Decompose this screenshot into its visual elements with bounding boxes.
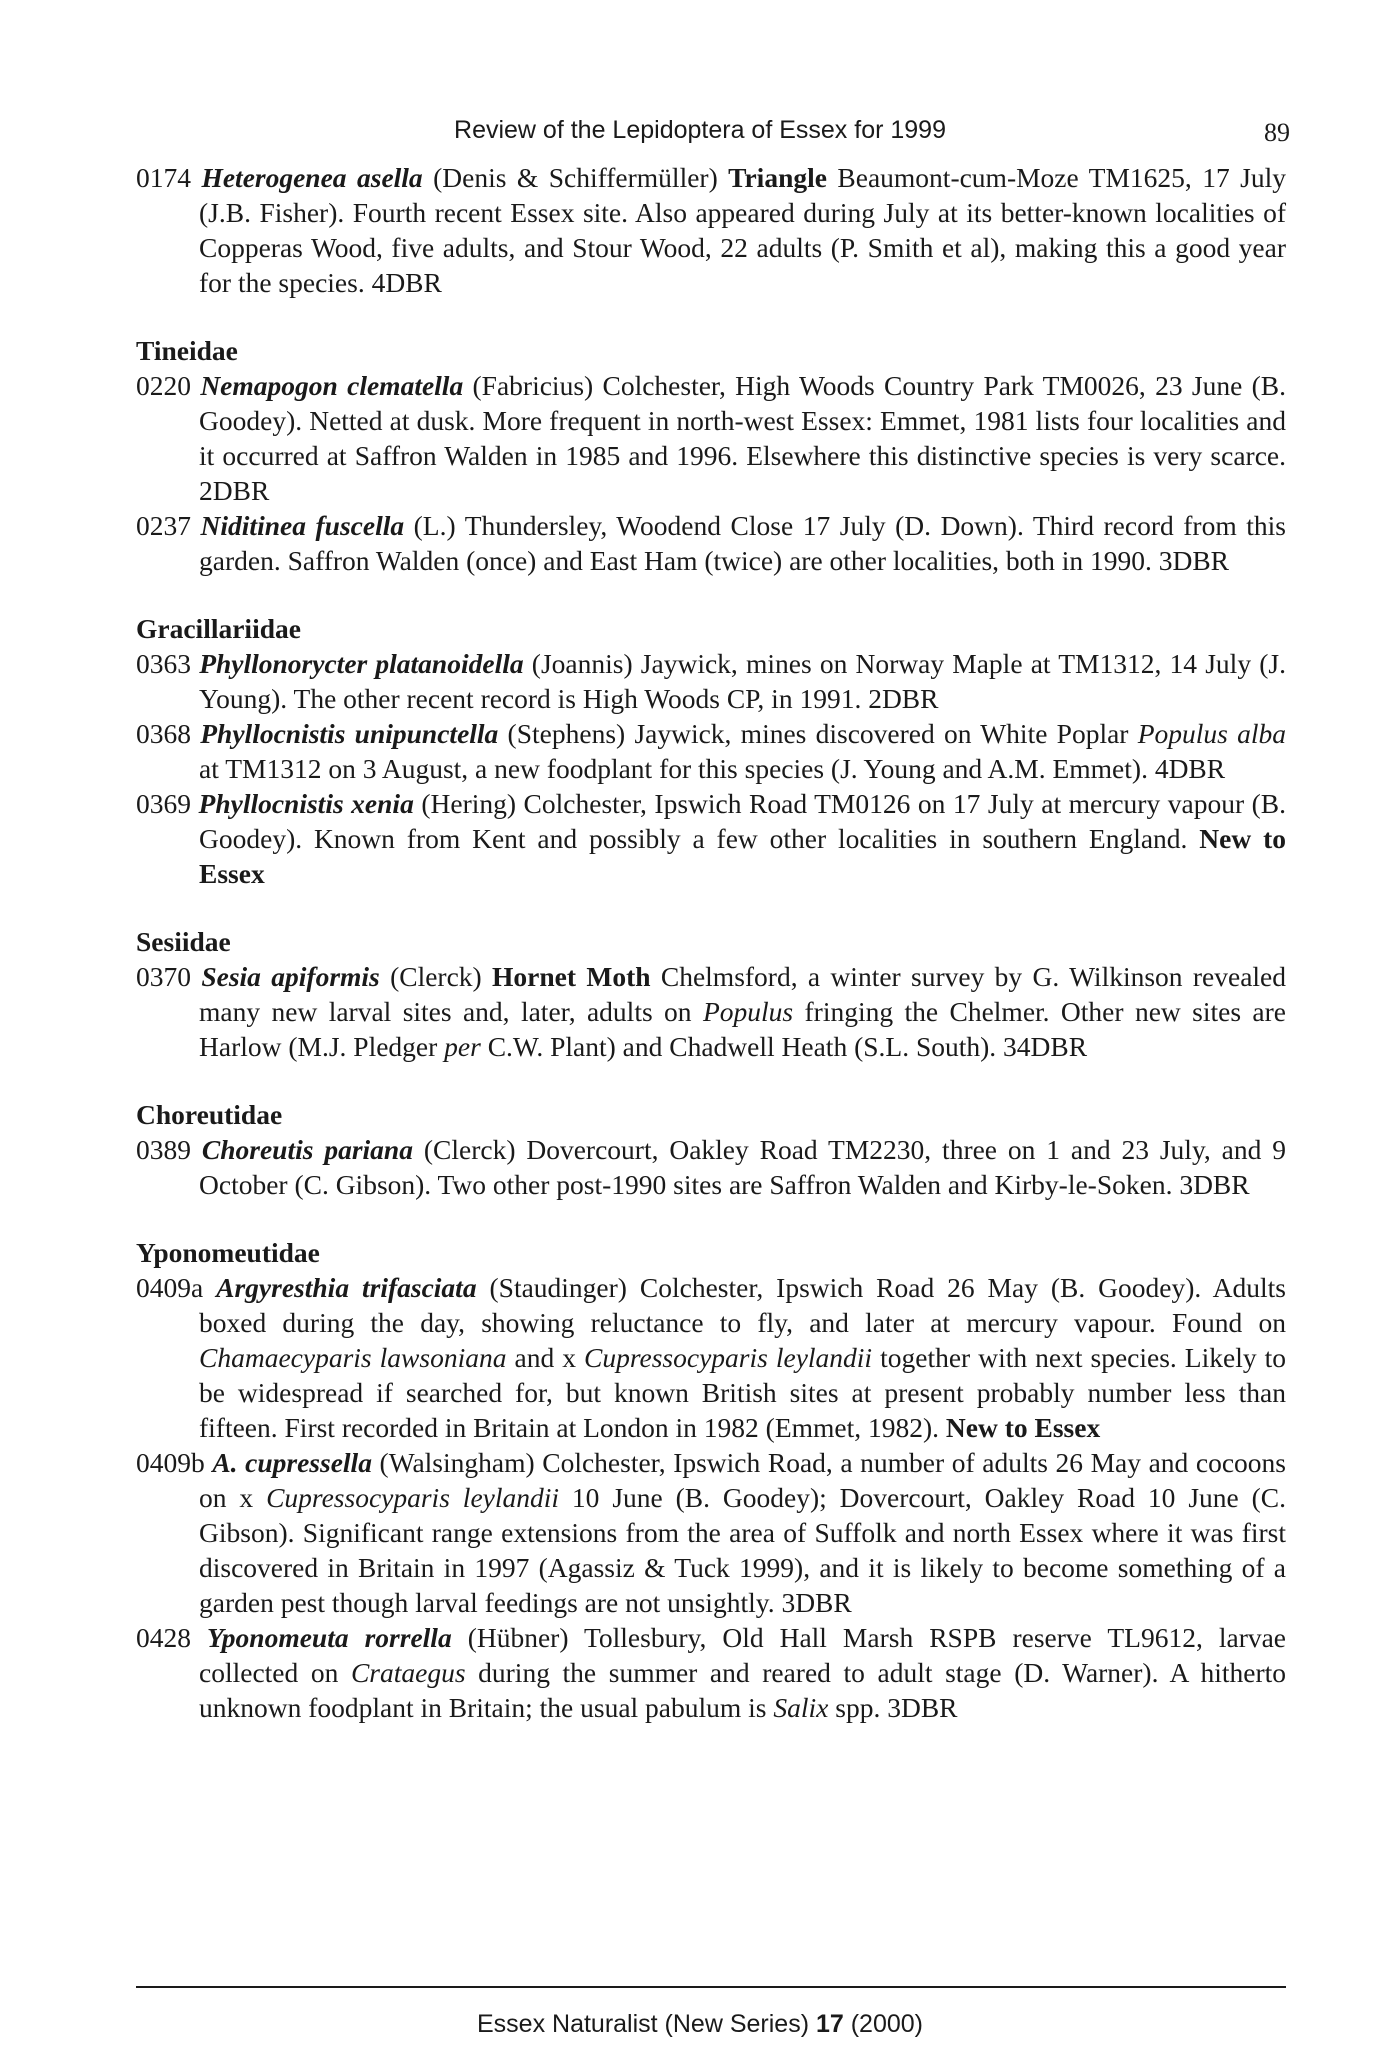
footer-year: (2000) <box>843 2010 923 2038</box>
species-name: Choreutis pariana <box>201 1134 413 1165</box>
family-section-sesiidae <box>136 924 1286 1064</box>
species-name: Phyllonorycter platanoidella <box>199 648 524 679</box>
authority: (Fabricius) <box>463 370 603 401</box>
footer-journal: Essex Naturalist (New Series) <box>476 2010 816 2038</box>
species-name: Yponomeuta rorrella <box>207 1622 452 1653</box>
species-entry-0370 <box>136 959 1286 1064</box>
common-name: Triangle <box>728 162 827 193</box>
species-entry-0368 <box>136 716 1286 786</box>
foodplant-name: Populus <box>702 996 794 1027</box>
species-code: 0409a <box>136 1272 204 1303</box>
authority: (Staudinger) <box>476 1272 640 1303</box>
species-entry-0369 <box>136 786 1286 891</box>
authority: (Joannis) <box>523 648 641 679</box>
authority: (Clerck) <box>412 1134 527 1165</box>
species-entry-0428 <box>136 1620 1286 1725</box>
footer-citation <box>0 2010 1400 2039</box>
species-name: Heterogenea asella <box>201 162 423 193</box>
entry-text: Dovercourt, Oakley Road TM2230, three on 1 and 23 July, and 9 October (C. Gibson). Two other post-1990 sites are Saffron Walden and Kirby-le-Soken. 3DBR <box>199 1134 1286 1200</box>
species-code: 0409b <box>136 1447 205 1478</box>
family-heading: Sesiidae <box>136 926 231 957</box>
authority: (Stephens) <box>498 718 635 749</box>
family-heading: Yponomeutidae <box>136 1237 320 1268</box>
foodplant-name: Crataegus <box>350 1657 466 1688</box>
species-name: Sesia apiformis <box>201 961 380 992</box>
authority: (Clerck) <box>379 961 493 992</box>
entry-text-end: spp. 3DBR <box>828 1692 958 1723</box>
entry-text: Colchester, Ipswich Road TM0126 on 17 July at mercury vapour (B. Goodey). Known from Kent and possibly a few other localities in southern England. <box>199 788 1286 854</box>
species-code: 0220 <box>136 370 191 401</box>
species-code: 0389 <box>136 1134 191 1165</box>
running-head: Review of the Lepidoptera of Essex for 1999 <box>454 116 946 144</box>
family-section-continued <box>136 160 1286 300</box>
entry-text: Beaumont-cum-Moze TM1625, 17 July (J.B. Fisher). Fourth recent Essex site. Also appeared during July at its better-known localities of Copperas Wood, five adults, and Stour Wood, 22 adults (P. Smith et al), making this a good year for the species. 4DBR <box>199 162 1287 298</box>
foodplant-name-2: Cupressocyparis leylandii <box>583 1342 873 1373</box>
entry-text: Colchester, Ipswich Road 26 May (B. Goodey). Adults boxed during the day, showing reluctance to fly, and later at mercury vapour. Found on <box>199 1272 1286 1338</box>
family-heading: Tineidae <box>136 335 238 366</box>
species-code: 0174 <box>136 162 191 193</box>
foodplant-name-2: Salix <box>773 1692 829 1723</box>
species-name: Argyresthia trifasciata <box>216 1272 477 1303</box>
species-code: 0370 <box>136 961 191 992</box>
new-to-county-label: New to Essex <box>945 1412 1101 1443</box>
new-to-county-label: New to Essex <box>199 823 1286 889</box>
article-body <box>136 160 1286 1758</box>
family-heading: Gracillariidae <box>136 613 301 644</box>
entry-text: Chelmsford, a winter survey by G. Wilkinson revealed many new larval sites and, later, adults on <box>199 961 1286 1027</box>
authority: (L.) <box>404 510 465 541</box>
species-entry-0220 <box>136 368 1286 508</box>
entry-text-end: C.W. Plant) and Chadwell Heath (S.L. South). 34DBR <box>480 1031 1088 1062</box>
foodplant-name: Chamaecyparis lawsoniana <box>199 1342 507 1373</box>
entry-text-after: fringing the Chelmer. Other new sites are Harlow (M.J. Pledger <box>199 996 1287 1062</box>
entry-text: Thundersley, Woodend Close 17 July (D. Down). Third record from this garden. Saffron Walden (once) and East Ham (twice) are other localities, both in 1990. 3DBR <box>199 510 1286 576</box>
species-name: Phyllocnistis xenia <box>198 788 414 819</box>
entry-text-after: at TM1312 on 3 August, a new foodplant for this species (J. Young and A.M. Emmet). 4DBR <box>199 753 1226 784</box>
species-code: 0363 <box>136 648 191 679</box>
family-section-yponomeutidae <box>136 1235 1286 1725</box>
entry-text-after: during the summer and reared to adult stage (D. Warner). A hitherto unknown foodplant in Britain; the usual pabulum is <box>199 1657 1287 1723</box>
authority: (Hübner) <box>451 1622 585 1653</box>
family-section-choreutidae <box>136 1097 1286 1202</box>
species-entry-0409a <box>136 1270 1286 1445</box>
entry-text: Tollesbury, Old Hall Marsh RSPB reserve TL9612, larvae collected on <box>199 1622 1287 1688</box>
entry-text-after: and x <box>506 1342 584 1373</box>
common-name: Hornet Moth <box>492 961 651 992</box>
species-entry-0237 <box>136 508 1286 578</box>
per-italic: per <box>444 1031 481 1062</box>
species-code: 0368 <box>136 718 191 749</box>
family-section-tineidae <box>136 333 1286 578</box>
entry-text-after: 10 June (B. Goodey); Dovercourt, Oakley Road 10 June (C. Gibson). Significant range extensions from the area of Suffolk and north Essex where it was first discovered in Britain in 1997 (Agassiz & Tuck 1999), and it is likely to become something of a garden pest though larval feedings are not unsightly. 3DBR <box>199 1482 1287 1618</box>
species-name: A. cupressella <box>212 1447 372 1478</box>
family-section-gracillariidae <box>136 611 1286 891</box>
species-code: 0237 <box>136 510 191 541</box>
species-entry-0409b <box>136 1445 1286 1620</box>
entry-text: Colchester, Ipswich Road, a number of adults 26 May and cocoons on x <box>199 1447 1287 1513</box>
foodplant-name: Cupressocyparis leylandii <box>266 1482 560 1513</box>
entry-text: Jaywick, mines discovered on White Poplar <box>634 718 1138 749</box>
family-heading: Choreutidae <box>136 1099 283 1130</box>
species-entry-0389 <box>136 1132 1286 1202</box>
species-code: 0369 <box>136 788 191 819</box>
species-name: Nemapogon clematella <box>200 370 464 401</box>
species-name: Niditinea fuscella <box>200 510 405 541</box>
authority: (Walsingham) <box>371 1447 543 1478</box>
species-code: 0428 <box>136 1622 191 1653</box>
foodplant-name: Populus alba <box>1137 718 1286 749</box>
entry-text: Jaywick, mines on Norway Maple at TM1312, 14 July (J. Young). The other recent record is High Woods CP, in 1991. 2DBR <box>199 648 1286 714</box>
entry-text-end: together with next species. Likely to be widespread if searched for, but known British sites at present probably number less than fifteen. First recorded in Britain at London in 1982 (Emmet, 1982). <box>199 1342 1286 1443</box>
authority: (Hering) <box>413 788 524 819</box>
species-entry-0174 <box>136 160 1286 300</box>
species-name: Phyllocnistis unipunctella <box>200 718 499 749</box>
entry-text: Colchester, High Woods Country Park TM0026, 23 June (B. Goodey). Netted at dusk. More frequent in north-west Essex: Emmet, 1981 lists four localities and it occurred at Saffron Walden in 1985 and 1996. Elsewhere this distinctive species is very scarce. 2DBR <box>199 370 1286 506</box>
page-number: 89 <box>1264 118 1290 147</box>
species-entry-0363 <box>136 646 1286 716</box>
footer-rule <box>136 1986 1286 1988</box>
footer-volume: 17 <box>815 2010 844 2038</box>
authority: (Denis & Schiffermüller) <box>422 162 729 193</box>
